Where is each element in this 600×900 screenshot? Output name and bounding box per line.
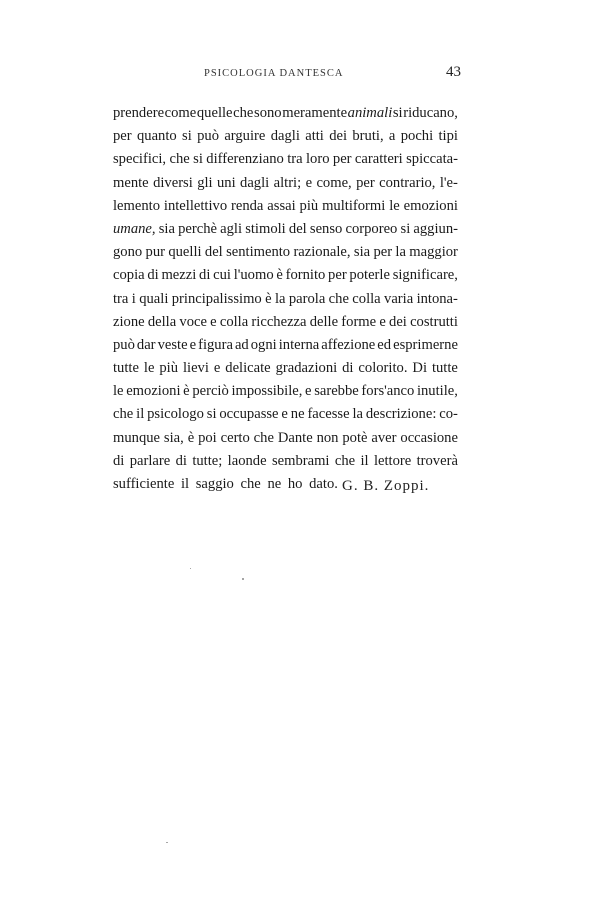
word: fors'anco bbox=[361, 383, 415, 400]
word: per bbox=[373, 244, 393, 261]
word: occasione bbox=[400, 429, 458, 446]
word: Di bbox=[412, 360, 427, 377]
word: il bbox=[180, 476, 190, 492]
word: il bbox=[360, 452, 369, 469]
word: può bbox=[197, 128, 219, 145]
word: la bbox=[395, 244, 406, 261]
word: i bbox=[131, 290, 136, 307]
word: lievi bbox=[182, 360, 209, 377]
word: tipi bbox=[438, 128, 458, 145]
word: gono bbox=[113, 244, 143, 261]
word: delle bbox=[309, 313, 339, 330]
word: riducano, bbox=[403, 105, 458, 121]
text-line bbox=[113, 102, 458, 125]
word: intona- bbox=[416, 290, 458, 307]
word: di bbox=[113, 452, 125, 469]
page-number: 43 bbox=[446, 64, 461, 80]
word: si bbox=[206, 406, 217, 423]
word: emozioni bbox=[126, 383, 181, 400]
word: di bbox=[342, 360, 354, 377]
word: quanto bbox=[136, 128, 177, 145]
word: altri; bbox=[273, 174, 302, 191]
word: differenziano bbox=[206, 151, 284, 168]
print-speck bbox=[242, 578, 244, 580]
word: che bbox=[240, 476, 261, 492]
word: aggiun- bbox=[413, 220, 458, 237]
word: l'e- bbox=[439, 174, 458, 191]
word: si bbox=[392, 105, 403, 121]
word: che bbox=[334, 452, 356, 469]
italic-word: animali bbox=[347, 105, 393, 121]
word: dagli bbox=[240, 174, 270, 191]
word: multiformi bbox=[322, 197, 386, 214]
word: psicologo bbox=[147, 406, 204, 423]
word: del bbox=[288, 220, 307, 237]
word: più bbox=[299, 197, 319, 214]
word: gradazioni bbox=[275, 360, 338, 377]
word: le bbox=[389, 197, 400, 214]
text-line bbox=[113, 264, 458, 287]
word: ne bbox=[290, 406, 305, 423]
word: tra bbox=[287, 151, 303, 168]
italic-word: umane, bbox=[113, 220, 156, 237]
word: dei bbox=[389, 313, 407, 330]
word: significare, bbox=[392, 267, 458, 284]
word: sono bbox=[254, 105, 282, 121]
word: si bbox=[182, 128, 192, 145]
word: aver bbox=[371, 429, 397, 446]
word: poi bbox=[198, 429, 217, 446]
word: impossibile, bbox=[231, 383, 303, 400]
word: le bbox=[113, 383, 124, 400]
word: interna bbox=[278, 336, 320, 353]
word: principalissimo bbox=[171, 290, 262, 307]
word: e bbox=[379, 313, 386, 330]
word: costrutti bbox=[410, 313, 458, 330]
text-line bbox=[113, 125, 458, 148]
word: senso bbox=[309, 220, 343, 237]
text-line bbox=[113, 148, 458, 171]
word: occupasse bbox=[219, 406, 279, 423]
word: veste bbox=[157, 336, 188, 353]
word: mezzi bbox=[161, 267, 197, 284]
word: agli bbox=[220, 220, 243, 237]
text-line bbox=[113, 241, 458, 264]
word: dar bbox=[136, 336, 156, 353]
word: mente bbox=[113, 174, 149, 191]
word: sembrami bbox=[271, 452, 330, 469]
word: gli bbox=[197, 174, 213, 191]
word: forme bbox=[341, 313, 377, 330]
word: che bbox=[328, 290, 349, 307]
word: quelli bbox=[168, 244, 202, 261]
word: maggior bbox=[409, 244, 458, 261]
word: dagli bbox=[270, 128, 300, 145]
word: è bbox=[187, 429, 195, 446]
word: per bbox=[113, 128, 132, 145]
word: come bbox=[164, 105, 197, 121]
word: non bbox=[316, 429, 339, 446]
word: e bbox=[210, 313, 217, 330]
word: fornito bbox=[285, 267, 326, 284]
word: tra bbox=[113, 290, 129, 307]
word: sarebbe bbox=[314, 383, 359, 400]
word: pur bbox=[145, 244, 165, 261]
running-head: PSICOLOGIA DANTESCA bbox=[204, 68, 344, 79]
word: laonde bbox=[227, 452, 267, 469]
word: che bbox=[169, 151, 190, 168]
word: potè bbox=[342, 429, 368, 446]
word: Dante bbox=[277, 429, 313, 446]
word: cui bbox=[213, 267, 231, 284]
word: meramente bbox=[282, 105, 348, 121]
word: di bbox=[175, 452, 187, 469]
word: caratteri bbox=[354, 151, 403, 168]
word: poterle bbox=[349, 267, 390, 284]
text-line bbox=[113, 450, 458, 473]
word: voce bbox=[179, 313, 207, 330]
word: per bbox=[356, 174, 375, 191]
word: certo bbox=[220, 429, 250, 446]
word: si bbox=[400, 220, 411, 237]
word: ho bbox=[287, 476, 303, 492]
word: sufficiente bbox=[113, 476, 175, 492]
word: per bbox=[328, 267, 347, 284]
text-line bbox=[113, 403, 458, 426]
text-line bbox=[113, 218, 458, 241]
author-signature: G. B. Zoppi. bbox=[342, 478, 430, 494]
word: ogni bbox=[250, 336, 277, 353]
word: perchè bbox=[178, 220, 217, 237]
word: loro bbox=[305, 151, 330, 168]
word: che bbox=[113, 406, 134, 423]
word: del bbox=[204, 244, 223, 261]
word: quali bbox=[139, 290, 169, 307]
word: e bbox=[281, 406, 288, 423]
word: emozioni bbox=[403, 197, 458, 214]
word: colla bbox=[352, 290, 381, 307]
word: di bbox=[147, 267, 159, 284]
word: come, bbox=[316, 174, 352, 191]
word: varia bbox=[384, 290, 414, 307]
word: zione bbox=[113, 313, 145, 330]
text-line bbox=[113, 195, 458, 218]
word: parlare bbox=[129, 452, 171, 469]
word: parola bbox=[288, 290, 326, 307]
word: ad bbox=[234, 336, 249, 353]
word: che bbox=[253, 429, 274, 446]
page-header bbox=[0, 62, 600, 88]
word: figura bbox=[198, 336, 233, 353]
word: assai bbox=[267, 197, 296, 214]
word: ne bbox=[267, 476, 282, 492]
word: ricchezza bbox=[251, 313, 307, 330]
word: dato. bbox=[309, 476, 338, 492]
text-line bbox=[113, 172, 458, 195]
word: sia bbox=[158, 220, 175, 237]
word: ed bbox=[377, 336, 392, 353]
word: sia bbox=[353, 244, 371, 261]
word: e bbox=[213, 360, 221, 377]
word: tutte; bbox=[192, 452, 223, 469]
print-speck bbox=[166, 842, 168, 843]
word: uni bbox=[216, 174, 236, 191]
word: più bbox=[159, 360, 179, 377]
word: può bbox=[113, 336, 135, 353]
word: spiccata- bbox=[406, 151, 458, 168]
word: perciò bbox=[192, 383, 229, 400]
word: corporeo bbox=[345, 220, 398, 237]
word: per bbox=[332, 151, 352, 168]
word: è bbox=[276, 267, 283, 284]
text-line bbox=[113, 357, 458, 380]
word: bruti, bbox=[352, 128, 384, 145]
word: pochi bbox=[400, 128, 434, 145]
word: inutile, bbox=[416, 383, 458, 400]
word: tutte bbox=[431, 360, 458, 377]
word: esprimerne bbox=[393, 336, 458, 353]
word: l'uomo bbox=[233, 267, 274, 284]
word: affezione bbox=[321, 336, 376, 353]
text-line bbox=[113, 288, 458, 311]
word: e bbox=[305, 383, 312, 400]
word: è bbox=[265, 290, 272, 307]
word: lemento bbox=[113, 197, 161, 214]
word: razionale, bbox=[293, 244, 351, 261]
text-line bbox=[113, 311, 458, 334]
word: sia, bbox=[163, 429, 184, 446]
word: delicate bbox=[225, 360, 271, 377]
word: dei bbox=[329, 128, 348, 145]
word: diversi bbox=[153, 174, 193, 191]
word: e bbox=[189, 336, 197, 353]
word: lettore bbox=[373, 452, 412, 469]
word: è bbox=[183, 383, 190, 400]
word: arguire bbox=[224, 128, 266, 145]
word: copia bbox=[113, 267, 145, 284]
word: tutte bbox=[113, 360, 139, 377]
word: colorito. bbox=[358, 360, 408, 377]
word: munque bbox=[113, 429, 161, 446]
word: colla bbox=[219, 313, 249, 330]
word: a bbox=[388, 128, 396, 145]
word: si bbox=[193, 151, 203, 168]
word: di bbox=[199, 267, 211, 284]
word: quelle bbox=[196, 105, 233, 121]
word: co- bbox=[439, 406, 458, 423]
print-speck bbox=[190, 568, 191, 569]
word: stimoli bbox=[245, 220, 286, 237]
body-paragraph bbox=[113, 102, 458, 496]
text-line bbox=[113, 427, 458, 450]
word: e bbox=[305, 174, 313, 191]
word: atti bbox=[305, 128, 324, 145]
text-line bbox=[113, 334, 458, 357]
word: troverà bbox=[416, 452, 458, 469]
word: descrizione: bbox=[365, 406, 437, 423]
word: prendere bbox=[113, 105, 165, 121]
word: la bbox=[352, 406, 363, 423]
word: il bbox=[136, 406, 145, 423]
word: sentimento bbox=[226, 244, 291, 261]
word: la bbox=[274, 290, 286, 307]
word: renda bbox=[231, 197, 264, 214]
word: le bbox=[143, 360, 155, 377]
word: specifici, bbox=[113, 151, 167, 168]
word: che bbox=[233, 105, 254, 121]
word: della bbox=[147, 313, 177, 330]
word: facesse bbox=[307, 406, 350, 423]
word: contrario, bbox=[379, 174, 436, 191]
text-line bbox=[113, 380, 458, 403]
word: intellettivo bbox=[163, 197, 228, 214]
word: saggio bbox=[195, 476, 234, 492]
